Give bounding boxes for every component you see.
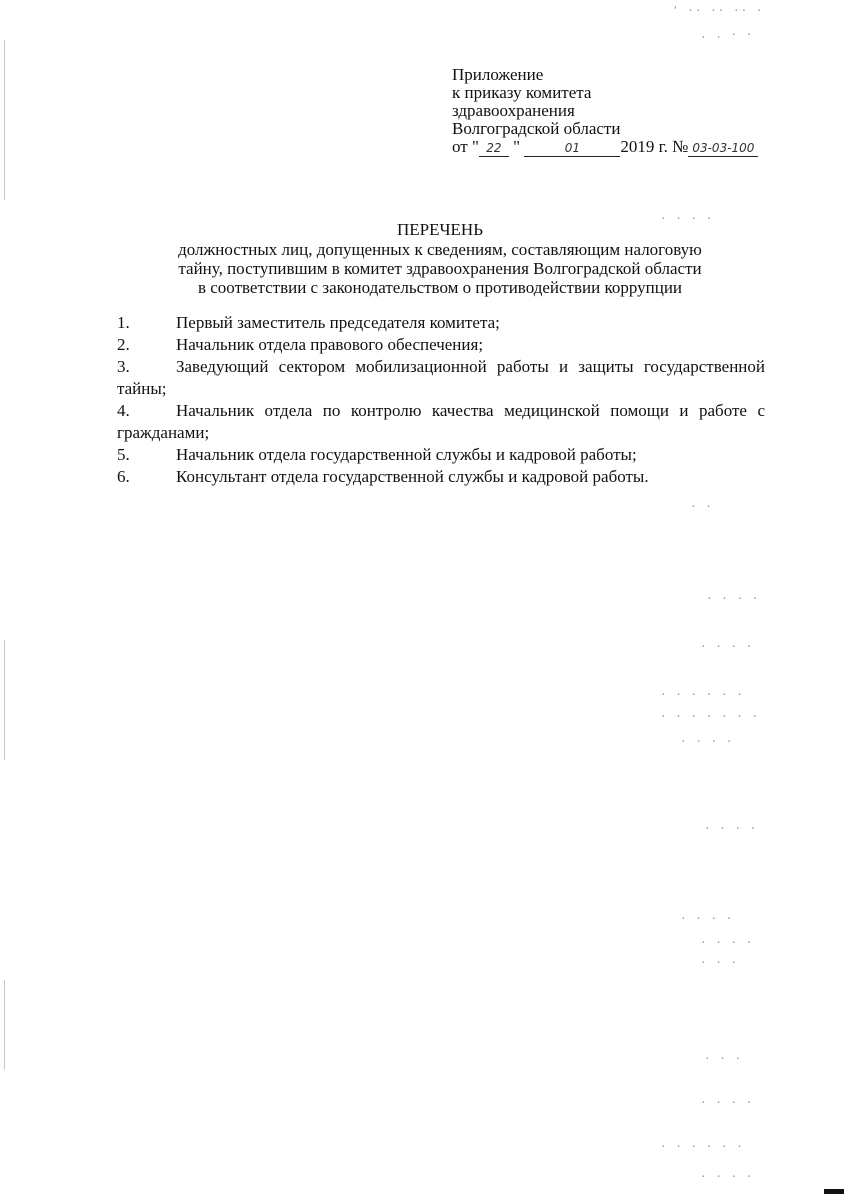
- scan-edge-mark: [4, 640, 5, 760]
- list-item-text: Заведующий сектором мобилизационной работы и защиты государственной тайны;: [117, 357, 765, 398]
- scan-noise: ' ·· ·· ·· ·: [672, 4, 764, 17]
- scan-noise: · · · ·: [706, 592, 760, 605]
- date-prefix: от ": [452, 137, 479, 156]
- list-item: [117, 444, 765, 466]
- approval-date-line: [452, 138, 758, 157]
- scan-noise: · · · · · ·: [660, 688, 744, 701]
- document-title: [110, 220, 770, 297]
- list-item: [117, 400, 765, 444]
- scan-noise: · · · ·: [680, 912, 734, 925]
- list-item-text: Первый заместитель председателя комитета;: [176, 313, 500, 332]
- title-heading: ПЕРЕЧЕНЬ: [397, 220, 483, 239]
- list-item: [117, 334, 765, 356]
- scan-corner-mark: [824, 1189, 844, 1194]
- title-line-2: тайну, поступившим в комитет здравоохранения Волгоградской области: [178, 259, 702, 278]
- list-item-number: 6.: [117, 467, 130, 486]
- scan-noise: · · · ·: [700, 1096, 754, 1109]
- scan-noise: · · · ·: [700, 640, 754, 653]
- approval-line-1: Приложение: [452, 65, 544, 84]
- scan-noise: · ·: [690, 500, 713, 513]
- approval-line-3: здравоохранения: [452, 101, 575, 120]
- list-item-number: 3.: [117, 357, 130, 376]
- list-item-text: Начальник отдела по контролю качества медицинской помощи и работе с гражданами;: [117, 401, 765, 442]
- position-list: [117, 312, 765, 488]
- list-item-text: Начальник отдела государственной службы и кадровой работы;: [176, 445, 637, 464]
- scan-edge-mark: [4, 40, 5, 200]
- list-item: [117, 466, 765, 488]
- approval-line-2: к приказу комитета: [452, 83, 592, 102]
- date-month: 01: [524, 141, 620, 157]
- list-item-number: 1.: [117, 313, 130, 332]
- scan-edge-mark: [4, 980, 5, 1070]
- title-line-1: должностных лиц, допущенных к сведениям, составляющим налоговую: [178, 240, 702, 259]
- order-number: 03-03-100: [688, 141, 758, 157]
- scan-noise: · · · ·: [704, 822, 758, 835]
- scan-noise: · · · · · · ·: [660, 710, 760, 723]
- list-item-text: Начальник отдела правового обеспечения;: [176, 335, 484, 354]
- scan-noise: · · · ·: [700, 936, 754, 949]
- scan-noise: · · ·: [700, 956, 739, 969]
- date-mid: ": [508, 137, 525, 156]
- scan-noise: . . · ·: [700, 28, 754, 41]
- scan-noise: · · · · · ·: [660, 1140, 744, 1153]
- approval-block: [452, 66, 758, 157]
- scan-noise: · · ·: [704, 1052, 743, 1065]
- scan-noise: · · · ·: [700, 1170, 754, 1183]
- list-item: [117, 312, 765, 334]
- date-day: 22: [479, 141, 509, 157]
- list-item-number: 4.: [117, 401, 130, 420]
- scan-noise: · · · ·: [660, 212, 714, 225]
- list-item-text: Консультант отдела государственной службы и кадровой работы.: [176, 467, 649, 486]
- scan-noise: · · · ·: [680, 735, 734, 748]
- list-item: [117, 356, 765, 400]
- approval-line-4: Волгоградской области: [452, 119, 621, 138]
- list-item-number: 2.: [117, 335, 130, 354]
- title-line-3: в соответствии с законодательством о противодействии коррупции: [197, 278, 683, 297]
- list-item-number: 5.: [117, 445, 130, 464]
- date-year: 2019 г. №: [620, 137, 689, 156]
